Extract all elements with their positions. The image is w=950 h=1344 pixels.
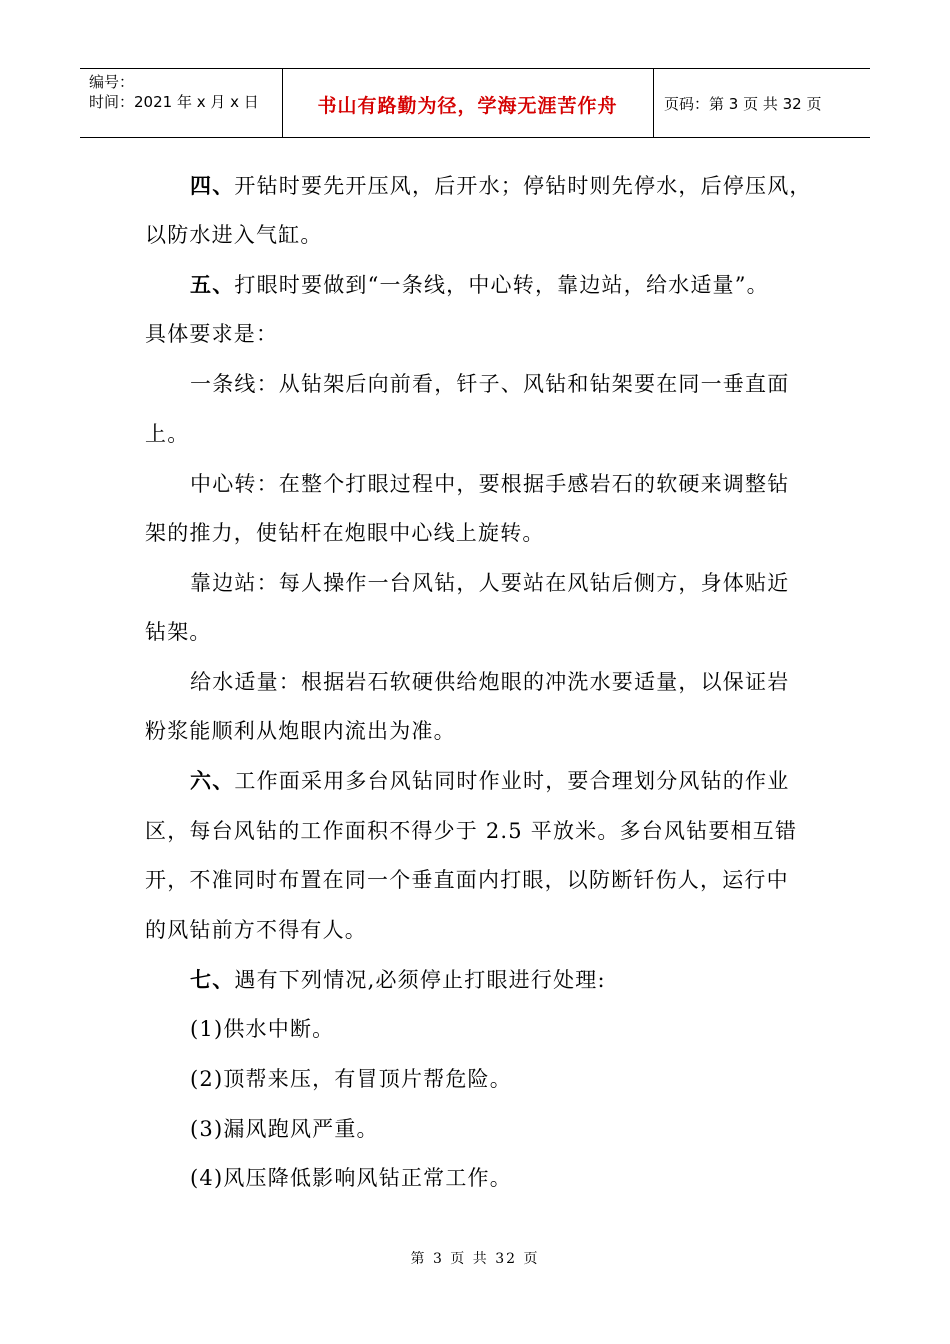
section-number-7: 七、	[190, 967, 235, 992]
document-number-label: 编号：	[89, 73, 135, 91]
header-page-cell	[654, 69, 870, 137]
paragraph-5-line-1	[190, 272, 870, 298]
rule-center-line-2: 架的推力，使钻杆在炮眼中心线上旋转。	[145, 521, 545, 545]
rule-one-line-line-2: 上。	[145, 422, 190, 446]
paragraph-6-line-1	[190, 768, 870, 794]
section-number-6: 六、	[190, 768, 235, 793]
paragraph-6-line-2: 区，每台风钻的工作面积不得少于 2.5 平放米。多台风钻要相互错	[145, 819, 798, 843]
rule-one-line-line-1: 一条线：从钻架后向前看，钎子、风钻和钻架要在同一垂直面	[190, 372, 790, 396]
page-footer: 第 3 页 共 32 页	[410, 1251, 540, 1267]
paragraph-5-text: 打眼时要做到“一条线，中心转，靠边站，给水适量”。	[234, 273, 769, 297]
header-page-info: 页码：第 3 页 共 32 页	[664, 95, 822, 113]
paragraph-6-text: 工作面采用多台风钻同时作业时，要合理划分风钻的作业	[234, 769, 790, 793]
header-motto-cell	[282, 69, 654, 137]
section-number-5: 五、	[190, 272, 235, 297]
list-item-2: (2)顶帮来压，有冒顶片帮危险。	[190, 1067, 512, 1091]
header-motto: 书山有路勤为径，学海无涯苦作舟	[317, 95, 618, 117]
paragraph-4-line-1	[190, 173, 870, 199]
document-date-label: 时间：2021 年 x 月 x 日	[89, 93, 259, 111]
rule-water-line-2: 粉浆能顺利从炮眼内流出为准。	[145, 719, 456, 743]
paragraph-7-text: 遇有下列情况,必须停止打眼进行处理:	[234, 968, 606, 992]
rule-water-line-1: 给水适量：根据岩石软硬供给炮眼的冲洗水要适量，以保证岩	[190, 670, 790, 694]
document-header	[80, 68, 870, 138]
header-meta-cell	[80, 69, 283, 137]
list-item-1: (1)供水中断。	[190, 1017, 335, 1041]
rule-side-line-1: 靠边站：每人操作一台风钻，人要站在风钻后侧方，身体贴近	[190, 571, 790, 595]
rule-side-line-2: 钻架。	[145, 620, 212, 644]
rule-center-line-1: 中心转：在整个打眼过程中，要根据手感岩石的软硬来调整钻	[190, 472, 790, 496]
paragraph-6-line-3: 开，不准同时布置在同一个垂直面内打眼，以防断钎伤人，运行中	[145, 868, 789, 892]
paragraph-4-line-2: 以防水进入气缸。	[145, 223, 323, 247]
list-item-4: (4)风压降低影响风钻正常工作。	[190, 1166, 512, 1190]
paragraph-6-line-4: 的风钻前方不得有人。	[145, 918, 367, 942]
paragraph-4-text: 开钻时要先开压风，后开水；停钻时则先停水，后停压风，	[234, 174, 812, 198]
list-item-3: (3)漏风跑风严重。	[190, 1117, 379, 1141]
paragraph-7-line-1	[190, 967, 870, 993]
paragraph-5-line-2: 具体要求是：	[145, 322, 279, 346]
section-number-4: 四、	[190, 173, 235, 198]
